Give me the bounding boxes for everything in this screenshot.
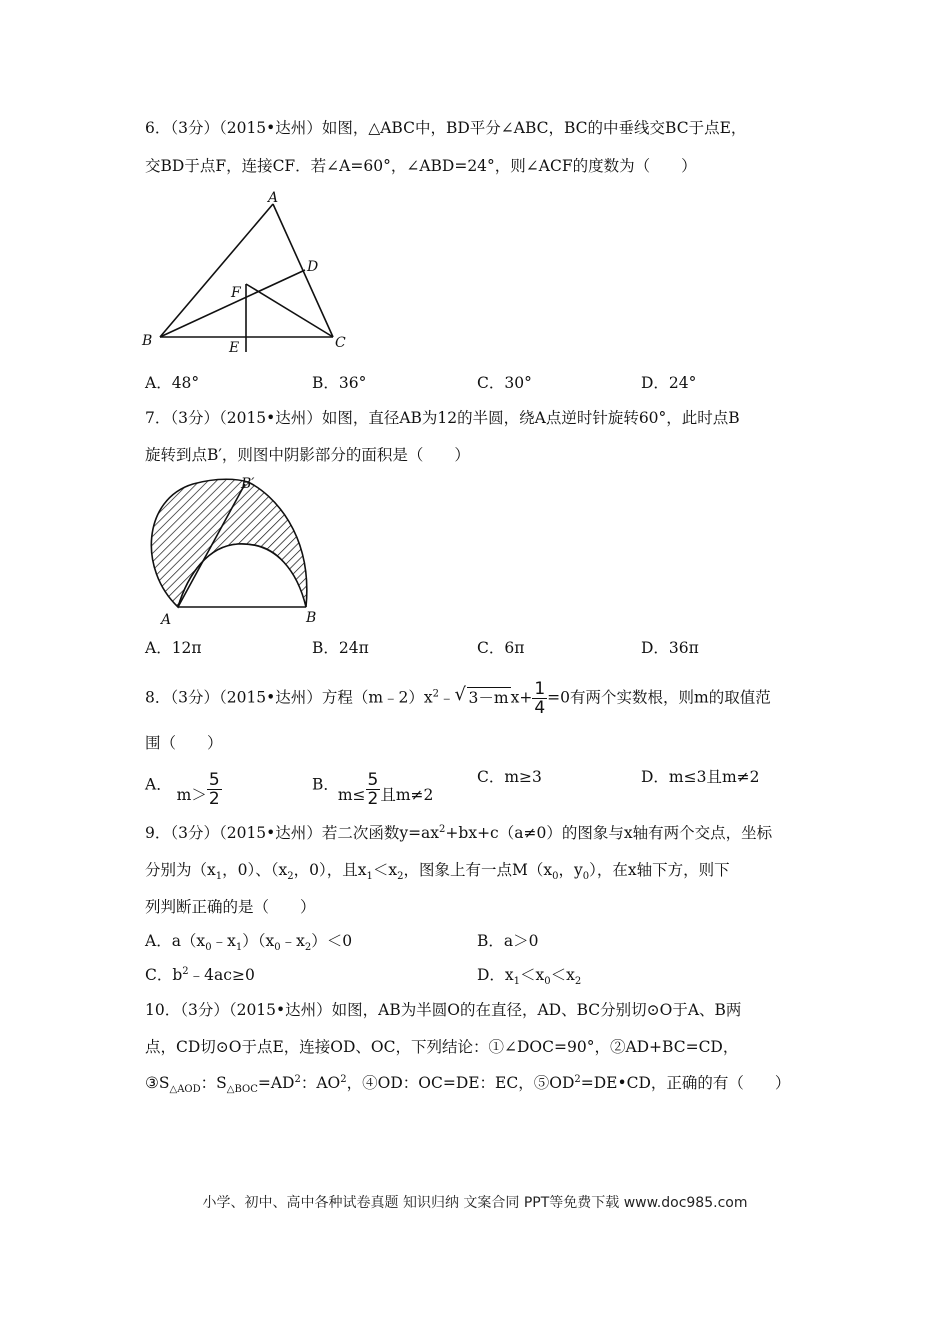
q9-option-d[interactable] — [477, 965, 582, 988]
q8-suffix: =0有两个实数根，则m的取值范 — [547, 688, 771, 707]
q7-option-a[interactable]: A．12π — [145, 639, 202, 657]
q9-a-s1: 1 — [235, 942, 243, 954]
q9-c-sup: 2 — [182, 965, 189, 977]
q10-l3d: ：AO — [300, 1074, 341, 1092]
q8-sup: 2 — [432, 688, 439, 700]
q6-label-d: D — [307, 259, 319, 275]
q6-option-d[interactable]: D．24° — [641, 374, 697, 392]
q9-sub-1a: 1 — [215, 871, 223, 883]
q9-l1a: 9．（3分）（2015•达州）若二次函数y=ax — [145, 824, 440, 842]
q9-l2f: ，y — [558, 861, 583, 879]
q9-a-b: ﹣x — [211, 932, 236, 950]
q9-sub-0a: 0 — [552, 871, 559, 883]
q6-stem-line1: 6．（3分）（2015•达州）如图，△ABC中，BD平分∠ABC，BC的中垂线交BC于点E， — [145, 119, 747, 137]
q9-option-a[interactable] — [145, 931, 353, 954]
q10-stem-line1: 10．（3分）（2015•达州）如图，AB为半圆O的在直径，AD、BC分别切⊙O于A、B两 — [145, 1001, 742, 1019]
q8-frac2-den: 2 — [208, 789, 220, 809]
q9-a-s2: 2 — [304, 942, 312, 954]
q8-option-a-frac — [207, 771, 222, 808]
q6-label-c: C — [335, 335, 346, 351]
q8-b-frac2-den: 2 — [367, 789, 379, 809]
q6-triangle-figure — [138, 190, 358, 360]
q8-frac-den: 4 — [534, 698, 546, 718]
q9-d-s0: 0 — [544, 976, 551, 988]
q6-label-a: A — [268, 190, 279, 206]
q10-stem-line2: 点，CD切⊙O于点E，连接OD、OC，下列结论：①∠DOC=90°，②AD+BC=CD， — [145, 1038, 739, 1056]
q9-d-b: ＜x — [520, 966, 545, 984]
q8-option-c[interactable]: C．m≥3 — [477, 768, 542, 786]
q9-a-d: ﹣x — [280, 932, 305, 950]
q9-a-e: ）＜0 — [311, 932, 353, 950]
q9-stem-line2 — [145, 860, 730, 883]
q9-sub-0b: 0 — [582, 871, 590, 883]
q10-sub-aod: △AOD — [169, 1084, 201, 1096]
q9-d-s1: 1 — [513, 976, 521, 988]
q10-l3c: =AD — [257, 1074, 295, 1092]
q9-l2g: ），在x轴下方，则下 — [589, 861, 730, 879]
q7-label-a: A — [161, 612, 172, 628]
q8-option-a[interactable] — [145, 767, 222, 809]
page-footer: 小学、初中、高中各种试卷真题 知识归纳 文案合同 PPT等免费下载 www.doc985.com — [202, 1195, 748, 1211]
q6-option-b[interactable]: B．36° — [312, 374, 367, 392]
q6-option-c[interactable]: C．30° — [477, 374, 532, 392]
side-ab — [160, 204, 273, 337]
q9-c-b: ﹣4ac≥0 — [188, 966, 255, 984]
q6-label-f: F — [231, 285, 241, 301]
q10-l3a: ③S — [145, 1074, 170, 1092]
q8-radical: √ 3－m — [467, 687, 511, 708]
q7-option-c[interactable]: C．6π — [477, 639, 525, 657]
q9-option-c[interactable] — [145, 965, 255, 985]
q8-minus: ﹣ — [439, 688, 455, 707]
q8-frac-num: 1 — [534, 679, 546, 699]
q8-stem-line2: 围（ ） — [145, 734, 223, 752]
q10-l3b: ：S — [200, 1074, 227, 1092]
q8-option-d[interactable]: D．m≤3且m≠2 — [641, 768, 760, 786]
q9-sub-2a: 2 — [287, 871, 294, 883]
q8-frac5-num: 5 — [208, 770, 220, 790]
q7-option-d[interactable]: D．36π — [641, 639, 699, 657]
q9-stem-line3: 列判断正确的是（ ） — [145, 898, 316, 916]
q10-l3e: ，④OD：OC=DE：EC，⑤OD — [346, 1074, 575, 1092]
q9-option-b[interactable]: B．a＞0 — [477, 932, 539, 950]
q9-l2d: ＜x — [372, 861, 398, 879]
q7-label-b: B — [306, 610, 317, 626]
q6-option-a[interactable]: A．48° — [145, 374, 200, 392]
q10-sup-b: 2 — [340, 1073, 347, 1085]
q10-sub-boc: △BOC — [226, 1084, 258, 1096]
q10-sup-a: 2 — [294, 1073, 301, 1085]
q7-label-bprime: B′ — [241, 476, 255, 492]
q9-sub-2b: 2 — [397, 871, 404, 883]
q8-prefix: 8．（3分）（2015•达州）方程（m﹣2）x — [145, 688, 433, 707]
q7-stem-line1: 7．（3分）（2015•达州）如图，直径AB为12的半圆，绕A点逆时针旋转60°，此时点B — [145, 409, 740, 427]
q8-option-b-label: B． — [312, 775, 339, 794]
q10-stem-line3 — [145, 1073, 791, 1096]
q8-option-b-frac — [366, 771, 381, 808]
q10-sup-c: 2 — [574, 1073, 581, 1085]
q9-l2c: ，0），且x — [293, 861, 367, 879]
q9-d-s2: 2 — [574, 976, 582, 988]
q9-l1sup: 2 — [439, 823, 446, 835]
q9-c-a: C．b — [145, 966, 183, 984]
q6-label-b: B — [142, 333, 153, 349]
q8-option-a-label: A． — [145, 775, 172, 794]
q9-d-c: ＜x — [550, 966, 575, 984]
q6-stem-line2: 交BD于点F，连接CF．若∠A=60°，∠ABD=24°，则∠ACF的度数为（ ） — [145, 157, 697, 175]
q8-option-a-text: m＞ — [176, 785, 207, 804]
q9-a-s0a: 0 — [205, 942, 212, 954]
q6-label-e: E — [229, 340, 240, 356]
q9-a-s0b: 0 — [274, 942, 281, 954]
q7-stem-line2: 旋转到点B′，则图中阴影部分的面积是（ ） — [145, 446, 470, 464]
q8-option-b[interactable] — [312, 767, 434, 809]
q8-option-b-text2: 且m≠2 — [380, 785, 434, 804]
bisector-bd — [160, 270, 305, 337]
q9-sub-1b: 1 — [366, 871, 373, 883]
q9-a-c: ）（x — [242, 932, 275, 950]
q9-l1b: +bx+c（a≠0）的图象与x轴有两个交点，坐标 — [445, 824, 773, 842]
q8-option-b-text1: m≤ — [337, 785, 366, 804]
q9-d-a: D．x — [477, 966, 514, 984]
q9-a-a: A．a（x — [145, 932, 206, 950]
q7-option-b[interactable]: B．24π — [312, 639, 369, 657]
segment-cf — [246, 284, 333, 337]
q9-l2e: ，图象上有一点M（x — [403, 861, 553, 879]
q9-l2a: 分别为（x — [145, 861, 216, 879]
q9-stem-line1 — [145, 823, 772, 843]
q10-l3f: =DE•CD，正确的有（ ） — [580, 1074, 791, 1092]
q7-semicircle-figure — [138, 474, 338, 629]
q8-stem-line1 — [145, 680, 771, 717]
q8-b-frac5-num: 5 — [367, 770, 379, 790]
q9-l2b: ，0）、（x — [222, 861, 288, 879]
q8-fraction — [532, 680, 547, 717]
q8-xplus: x+ — [510, 688, 533, 707]
